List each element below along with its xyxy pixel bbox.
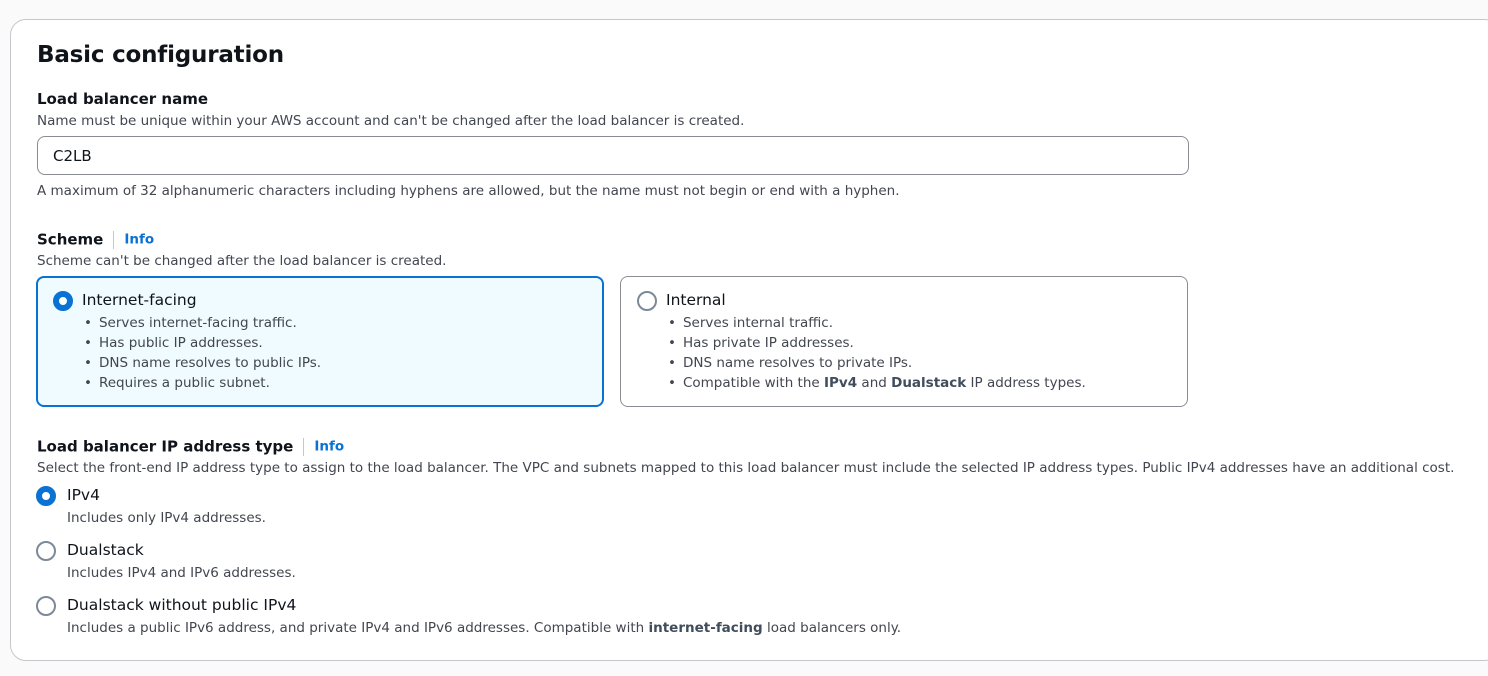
ipv4-label: IPv4 [67,486,100,504]
scheme-option-internal[interactable] [620,276,1188,407]
dualstack-label: Dualstack [67,541,144,559]
bullet-bold-dualstack: Dualstack [891,375,967,391]
radio-ipv4[interactable] [36,486,56,506]
scheme-info-link[interactable]: Info [124,231,155,248]
divider [303,438,304,456]
list-item: • Serves internet-facing traffic. [84,313,321,333]
bullet-text: IP address types. [966,375,1086,391]
bullet-bold-ipv4: IPv4 [824,375,858,391]
ip-type-header [37,436,344,456]
section-title: Basic configuration [37,42,284,68]
scheme-description: Scheme can't be changed after the load balancer is created. [37,253,447,269]
scheme-label: Scheme [37,230,104,249]
dualstack-no-ipv4-description [67,620,901,636]
ip-type-label: Load balancer IP address type [37,437,294,456]
bullet-text: and [857,375,892,391]
list-item: • Has private IP addresses. [668,333,1086,353]
dualstack-no-ipv4-label: Dualstack without public IPv4 [67,596,297,614]
divider [113,231,114,249]
internet-facing-bullets [84,313,321,393]
scheme-header [37,229,154,249]
list-item: • DNS name resolves to private IPs. [668,353,1086,373]
ip-type-description: Select the front-end IP address type to assign to the load balancer. The VPC and subnets mapped to this load balancer must include the selected IP address types. Public IPv4 addresses have an additional cost. [37,460,1455,476]
list-item: • Has public IP addresses. [84,333,321,353]
description-text: Includes a public IPv6 address, and private IPv4 and IPv6 addresses. Compatible with [67,620,649,636]
radio-dualstack-without-public-ipv4[interactable] [36,596,56,616]
list-item: • DNS name resolves to public IPs. [84,353,321,373]
list-item: • Requires a public subnet. [84,373,321,393]
name-description: Name must be unique within your AWS account and can't be changed after the load balancer is created. [37,113,745,129]
name-constraint-text: A maximum of 32 alphanumeric characters including hyphens are allowed, but the name must not begin or end with a hyphen. [37,183,900,199]
basic-configuration-panel [10,19,1488,661]
name-label: Load balancer name [37,90,209,108]
scheme-option-internet-facing[interactable] [36,276,604,407]
dualstack-description: Includes IPv4 and IPv6 addresses. [67,565,296,581]
load-balancer-name-input[interactable] [37,136,1189,175]
description-text: load balancers only. [762,620,902,636]
internal-bullets [668,313,1086,393]
description-bold-internet-facing: internet-facing [648,620,763,636]
radio-internet-facing[interactable] [53,291,73,311]
radio-internal[interactable] [637,291,657,311]
bullet-text: Compatible with the [682,375,824,391]
internet-facing-title: Internet-facing [82,291,197,309]
radio-dualstack[interactable] [36,541,56,561]
internal-title: Internal [666,291,726,309]
list-item: • Serves internal traffic. [668,313,1086,333]
ipv4-description: Includes only IPv4 addresses. [67,510,266,526]
ip-type-info-link[interactable]: Info [314,438,345,455]
list-item [668,373,1086,393]
